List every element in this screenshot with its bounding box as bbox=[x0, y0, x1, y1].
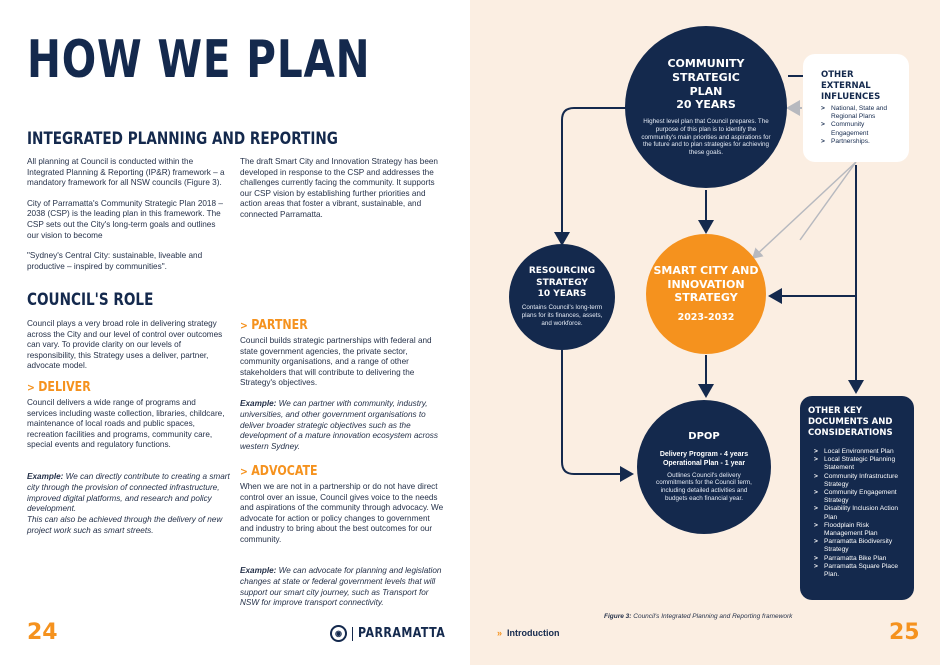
page-number: 25 bbox=[889, 620, 920, 645]
ipr-paragraph: The draft Smart City and Innovation Strategy has been developed in response to the CSP and addresses the challenges currently facing the community. It supports our CSP vision by establishing further priorities and action areas that foster a vibrant, sustainable, and connected Parramatta. bbox=[240, 157, 438, 219]
advocate-heading bbox=[240, 464, 318, 479]
list-item: > Partnerships. bbox=[821, 138, 899, 146]
csp-circle bbox=[625, 26, 787, 188]
parramatta-logo bbox=[330, 625, 461, 642]
arrow-csp-to-resourcing bbox=[562, 108, 628, 244]
dpop-line-2: Operational Plan - 1 year bbox=[662, 459, 746, 467]
resourcing-description: Contains Council's long-term plans for its finances, assets, and workforce. bbox=[521, 304, 603, 327]
dpop-title: DPOP bbox=[688, 431, 720, 443]
smart-city-years: 2023-2032 bbox=[677, 312, 735, 324]
list-item: > Community Engagement Strategy bbox=[814, 489, 906, 505]
list-item: > Parramatta Square Place Plan. bbox=[814, 563, 906, 579]
smart-city-title: SMART CITY AND INNOVATION STRATEGY bbox=[653, 263, 759, 305]
ipr-column-2 bbox=[240, 157, 445, 231]
partner-text: Council builds strategic partnerships with federal and state government agencies, the private sector, community organisations, and a range of other stakeholders that will contribute to delivering the Strategy's objectives. bbox=[240, 336, 432, 388]
example-text: We can partner with community, industry, universities, and other government organisations to deliver broader strategic objectives such as the development of a mature innovation ecosystem across western Sydney. bbox=[240, 399, 438, 452]
key-documents-list bbox=[808, 448, 906, 579]
page-title: HOW WE PLAN bbox=[27, 30, 371, 90]
ipr-paragraph: City of Parramatta's Community Strategic Plan 2018 – 2038 (CSP) is the leading plan in this framework. The CSP sets out the City's long-term goals and outlines our vision to become bbox=[27, 198, 223, 240]
logo-divider bbox=[352, 627, 353, 641]
double-chevron-icon: » bbox=[497, 628, 503, 638]
partner-example bbox=[240, 399, 440, 453]
council-role-intro: Council plays a very broad role in delivering strategy across the City and our level of control over outcomes can vary. To provide clarity on our levels of responsibility, this Strategy uses a deliver, partner, advocate model. bbox=[27, 319, 223, 371]
csp-description: Highest level plan that Council prepares. The purpose of this plan is to identify the community's main priorities and aspirations for the future and to plan strategies for achieving these goals. bbox=[641, 118, 771, 157]
council-role-heading: COUNCIL'S ROLE bbox=[27, 290, 154, 310]
dpop-circle bbox=[637, 400, 771, 534]
list-item: > Parramatta Biodiversity Strategy bbox=[814, 538, 906, 554]
list-item: > National, State and Regional Plans bbox=[821, 105, 899, 121]
chevron-right-icon: > bbox=[240, 319, 248, 332]
advocate-example bbox=[240, 566, 445, 609]
resourcing-years: 10 YEARS bbox=[537, 288, 587, 299]
resourcing-title: RESOURCING STRATEGY bbox=[528, 266, 596, 288]
partner-heading bbox=[240, 318, 308, 333]
chevron-right-icon: > bbox=[27, 381, 35, 394]
ipr-quote: "Sydney's Central City: sustainable, liveable and productive – inspired by communities". bbox=[27, 251, 203, 271]
chevron-right-icon: > bbox=[240, 465, 248, 478]
dpop-description: Outlines Council's delivery commitments for the Council term, including detailed activities and budgets each financial year. bbox=[656, 471, 752, 503]
list-item: > Community Engagement bbox=[821, 121, 899, 137]
list-item: > Community Infrastructure Strategy bbox=[814, 473, 906, 489]
deliver-example bbox=[27, 472, 232, 537]
page-number: 24 bbox=[27, 620, 58, 645]
figure-caption bbox=[604, 613, 792, 620]
deliver-label: DELIVER bbox=[38, 380, 91, 395]
csp-years: 20 YEARS bbox=[676, 98, 736, 112]
resourcing-circle bbox=[509, 244, 615, 350]
example-label: Example: bbox=[27, 472, 64, 481]
partner-label: PARTNER bbox=[251, 318, 308, 333]
list-item: > Disability Inclusion Action Plan bbox=[814, 505, 906, 521]
dpop-line-1: Delivery Program - 4 years bbox=[659, 450, 749, 458]
list-item: > Parramatta Bike Plan bbox=[814, 555, 906, 563]
example-text: This can also be achieved through the delivery of new project work such as smart streets. bbox=[27, 515, 223, 535]
csp-title: COMMUNITY STRATEGIC PLAN bbox=[667, 57, 745, 98]
external-influences-title: OTHER EXTERNAL INFLUENCES bbox=[821, 70, 881, 102]
external-influences-list bbox=[821, 105, 899, 146]
deliver-text: Council delivers a wide range of programs and services including waste collection, libraries, childcare, maintenance of local roads and public spaces, recreation facilities and programs, community care, special events and regulatory functions. bbox=[27, 398, 225, 450]
deliver-heading bbox=[27, 380, 91, 395]
ipr-paragraph: All planning at Council is conducted within the Integrated Planning & Reporting (IP&R) framework – a mandatory framework for all NSW councils (Figure 3). bbox=[27, 157, 225, 188]
list-item: > Floodplain Risk Management Plan bbox=[814, 522, 906, 538]
right-page bbox=[470, 0, 940, 665]
smart-city-circle bbox=[646, 234, 766, 354]
key-documents-title: OTHER KEY DOCUMENTS AND CONSIDERATIONS bbox=[808, 406, 893, 438]
seal-icon: ◉ bbox=[330, 625, 347, 642]
external-influences-box bbox=[803, 54, 909, 162]
advocate-text: When we are not in a partnership or do not have direct control over an issue, Council gives voice to the needs and aspirations of the community through advocacy. We advocate for action or policy changes to government and industry to bring about the best outcomes for our community. bbox=[240, 482, 444, 544]
section-link-label: Introduction bbox=[507, 628, 560, 638]
example-label: Example: bbox=[240, 566, 277, 575]
key-documents-box bbox=[800, 396, 914, 600]
ipr-heading: INTEGRATED PLANNING AND REPORTING bbox=[27, 129, 338, 149]
ipr-column-1 bbox=[27, 157, 227, 282]
caption-text: Council's Integrated Planning and Reporting framework bbox=[631, 613, 793, 620]
advocate-label: ADVOCATE bbox=[251, 464, 318, 479]
arrow-external-to-keydocs bbox=[800, 162, 856, 240]
section-link-introduction[interactable] bbox=[497, 628, 560, 638]
example-text: We can directly contribute to creating a smart city through the provision of connected infrastructure, improved digital platforms, and research and policy development. bbox=[27, 472, 230, 514]
list-item: > Local Environment Plan bbox=[814, 448, 906, 456]
caption-label: Figure 3: bbox=[604, 613, 632, 620]
logo-wordmark: PARRAMATTA bbox=[358, 626, 446, 641]
list-item: > Local Strategic Planning Statement bbox=[814, 456, 906, 472]
example-text: We can advocate for planning and legislation changes at state or federal government levels that will support our smart city journey, such as Transport for NSW for improve transport connectivity. bbox=[240, 566, 442, 608]
arrow-resourcing-to-dpop bbox=[562, 350, 632, 474]
example-label: Example: bbox=[240, 399, 277, 408]
arrow-external-to-smart bbox=[753, 162, 856, 258]
